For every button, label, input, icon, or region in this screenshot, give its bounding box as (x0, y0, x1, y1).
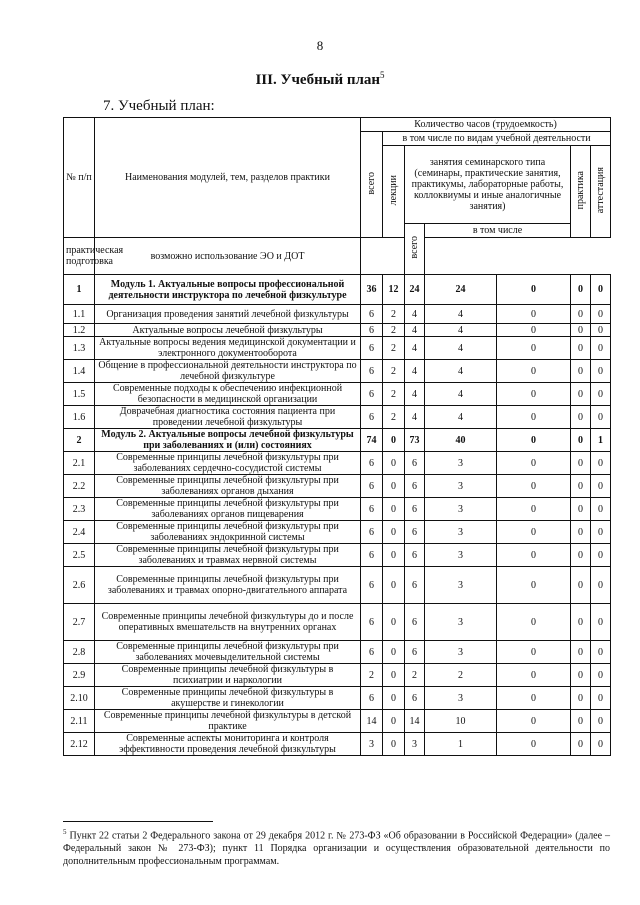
cell-sem-total: 3 (405, 733, 425, 756)
cell-distance: 0 (497, 733, 571, 756)
cell-num: 2.1 (64, 452, 95, 475)
cell-name: Современные принципы лечебной физкультуры в детской практике (95, 710, 361, 733)
cell-name: Общение в профессиональной деятельности инструктора по лечебной физкультуре (95, 360, 361, 383)
cell-distance: 0 (497, 641, 571, 664)
cell-total: 6 (361, 452, 383, 475)
cell-sem-total: 6 (405, 452, 425, 475)
cell-lectures: 2 (383, 337, 405, 360)
cell-num: 1.2 (64, 324, 95, 337)
cell-distance: 0 (497, 544, 571, 567)
cell-lectures: 2 (383, 324, 405, 337)
cell-name: Современные принципы лечебной физкультуры в акушерстве и гинекологии (95, 687, 361, 710)
table-row (64, 733, 611, 756)
cell-practice: 0 (571, 324, 591, 337)
cell-total: 6 (361, 687, 383, 710)
cell-num: 1 (64, 275, 95, 305)
cell-total: 6 (361, 641, 383, 664)
section-title (0, 70, 640, 89)
cell-sem-total: 6 (405, 475, 425, 498)
header-sem-total (405, 224, 425, 275)
cell-attestation: 0 (591, 305, 611, 324)
cell-total: 2 (361, 664, 383, 687)
header-total (361, 132, 383, 238)
cell-practice: 0 (571, 664, 591, 687)
cell-practical: 4 (425, 406, 497, 429)
cell-practical: 3 (425, 641, 497, 664)
cell-total: 6 (361, 498, 383, 521)
cell-distance: 0 (497, 475, 571, 498)
header-total-text: всего (366, 171, 377, 195)
cell-total: 6 (361, 521, 383, 544)
cell-lectures: 0 (383, 664, 405, 687)
cell-sem-total: 14 (405, 710, 425, 733)
cell-num: 2.2 (64, 475, 95, 498)
cell-name: Современные подходы к обеспечению инфекционной безопасности в медицинской организации (95, 383, 361, 406)
cell-total: 6 (361, 337, 383, 360)
cell-practice: 0 (571, 521, 591, 544)
cell-attestation: 0 (591, 521, 611, 544)
cell-practice: 0 (571, 452, 591, 475)
cell-sem-total: 2 (405, 664, 425, 687)
cell-practice: 0 (571, 710, 591, 733)
cell-sem-total: 4 (405, 360, 425, 383)
cell-practice: 0 (571, 275, 591, 305)
cell-practical: 3 (425, 687, 497, 710)
cell-practical: 24 (425, 275, 497, 305)
header-lectures-text: лекции (388, 174, 399, 206)
cell-num: 2.11 (64, 710, 95, 733)
module-row (64, 429, 611, 452)
cell-practical: 4 (425, 305, 497, 324)
cell-name: Современные принципы лечебной физкультуры при заболеваниях сердечно-сосудистой системы (95, 452, 361, 475)
cell-name: Модуль 2. Актуальные вопросы лечебной физкультуры при заболеваниях и (или) состояниях (95, 429, 361, 452)
cell-attestation: 0 (591, 360, 611, 383)
cell-name: Современные принципы лечебной физкультуры при заболеваниях органов дыхания (95, 475, 361, 498)
cell-num: 2.10 (64, 687, 95, 710)
cell-lectures: 2 (383, 383, 405, 406)
cell-name: Доврачебная диагностика состояния пациента при проведении лечебной физкультуры (95, 406, 361, 429)
cell-num: 2 (64, 429, 95, 452)
cell-total: 6 (361, 475, 383, 498)
cell-lectures: 0 (383, 604, 405, 641)
cell-name: Современные принципы лечебной физкультуры при заболеваниях и травмах нервной системы (95, 544, 361, 567)
cell-practical: 1 (425, 733, 497, 756)
cell-attestation: 0 (591, 452, 611, 475)
cell-name: Современные аспекты мониторинга и контроля эффективности проведения лечебной физкультуры (95, 733, 361, 756)
cell-lectures: 0 (383, 544, 405, 567)
cell-name: Модуль 1. Актуальные вопросы профессиональной деятельности инструктора по лечебной физкультуре (95, 275, 361, 305)
cell-distance: 0 (497, 383, 571, 406)
header-practice (571, 146, 591, 238)
cell-practical: 2 (425, 664, 497, 687)
cell-name: Современные принципы лечебной физкультуры в психиатрии и наркологии (95, 664, 361, 687)
cell-attestation: 0 (591, 383, 611, 406)
cell-name: Современные принципы лечебной физкультуры до и после оперативных вмешательств на внутренних органах (95, 604, 361, 641)
cell-practical: 4 (425, 324, 497, 337)
cell-sem-total: 73 (405, 429, 425, 452)
cell-sem-total: 4 (405, 305, 425, 324)
cell-practical: 3 (425, 521, 497, 544)
cell-practice: 0 (571, 305, 591, 324)
header-num: № п/п (64, 118, 95, 238)
table-row (64, 383, 611, 406)
footnote-divider (63, 821, 213, 822)
table-row (64, 521, 611, 544)
cell-lectures: 0 (383, 521, 405, 544)
cell-num: 2.4 (64, 521, 95, 544)
cell-num: 2.3 (64, 498, 95, 521)
cell-distance: 0 (497, 429, 571, 452)
cell-distance: 0 (497, 498, 571, 521)
cell-lectures: 2 (383, 406, 405, 429)
cell-attestation: 0 (591, 324, 611, 337)
cell-attestation: 1 (591, 429, 611, 452)
cell-practice: 0 (571, 641, 591, 664)
cell-name: Актуальные вопросы лечебной физкультуры (95, 324, 361, 337)
cell-num: 2.6 (64, 567, 95, 604)
table-row (64, 324, 611, 337)
cell-practical: 3 (425, 544, 497, 567)
cell-distance: 0 (497, 687, 571, 710)
footnote-mark: 5 (63, 828, 67, 836)
cell-practical: 3 (425, 567, 497, 604)
cell-lectures: 0 (383, 710, 405, 733)
cell-distance: 0 (497, 521, 571, 544)
footnote-ref: 5 (380, 70, 385, 80)
cell-distance: 0 (497, 406, 571, 429)
cell-num: 1.5 (64, 383, 95, 406)
table-row (64, 604, 611, 641)
cell-lectures: 0 (383, 452, 405, 475)
cell-attestation: 0 (591, 641, 611, 664)
cell-total: 6 (361, 324, 383, 337)
table-row (64, 687, 611, 710)
table-caption: 7. Учебный план: (103, 98, 215, 114)
cell-distance: 0 (497, 710, 571, 733)
table-row (64, 567, 611, 604)
header-sem-total-text: всего (409, 236, 420, 259)
cell-lectures: 0 (383, 475, 405, 498)
cell-sem-total: 4 (405, 337, 425, 360)
table-row (64, 452, 611, 475)
page-number: 8 (316, 38, 324, 53)
table-row (64, 544, 611, 567)
cell-lectures: 2 (383, 360, 405, 383)
cell-practice: 0 (571, 498, 591, 521)
cell-practice: 0 (571, 567, 591, 604)
table-body (64, 275, 611, 756)
header-practice-text: практика (575, 170, 586, 210)
cell-total: 14 (361, 710, 383, 733)
header-attestation-text: аттестация (595, 166, 607, 214)
cell-practice: 0 (571, 544, 591, 567)
cell-lectures: 2 (383, 305, 405, 324)
cell-practical: 3 (425, 604, 497, 641)
cell-practice: 0 (571, 383, 591, 406)
cell-distance: 0 (497, 604, 571, 641)
cell-lectures: 0 (383, 733, 405, 756)
table-row (64, 406, 611, 429)
cell-total: 6 (361, 383, 383, 406)
cell-lectures: 0 (383, 567, 405, 604)
cell-sem-total: 6 (405, 567, 425, 604)
cell-practice: 0 (571, 360, 591, 383)
cell-practical: 40 (425, 429, 497, 452)
cell-practical: 3 (425, 498, 497, 521)
cell-total: 6 (361, 305, 383, 324)
table-row (64, 710, 611, 733)
cell-name: Современные принципы лечебной физкультуры при заболеваниях мочевыделительной системы (95, 641, 361, 664)
cell-num: 2.9 (64, 664, 95, 687)
header-attestation (591, 146, 611, 238)
cell-sem-total: 6 (405, 498, 425, 521)
cell-name: Современные принципы лечебной физкультуры при заболеваниях эндокринной системы (95, 521, 361, 544)
cell-num: 1.3 (64, 337, 95, 360)
cell-num: 2.12 (64, 733, 95, 756)
cell-attestation: 0 (591, 567, 611, 604)
cell-total: 6 (361, 406, 383, 429)
table-row (64, 641, 611, 664)
cell-num: 1.4 (64, 360, 95, 383)
cell-attestation: 0 (591, 687, 611, 710)
cell-total: 6 (361, 360, 383, 383)
cell-sem-total: 6 (405, 687, 425, 710)
header-distance: возможно использование ЭО и ДОТ (95, 238, 361, 275)
header-by-activity: в том числе по видам учебной деятельности (383, 132, 611, 146)
cell-attestation: 0 (591, 733, 611, 756)
cell-distance: 0 (497, 337, 571, 360)
cell-sem-total: 6 (405, 604, 425, 641)
cell-practical: 4 (425, 383, 497, 406)
cell-practice: 0 (571, 475, 591, 498)
curriculum-table (63, 117, 611, 756)
cell-attestation: 0 (591, 337, 611, 360)
table-row (64, 475, 611, 498)
cell-sem-total: 6 (405, 641, 425, 664)
cell-lectures: 0 (383, 687, 405, 710)
cell-practice: 0 (571, 687, 591, 710)
cell-practical: 4 (425, 337, 497, 360)
cell-num: 1.1 (64, 305, 95, 324)
cell-total: 6 (361, 544, 383, 567)
cell-sem-total: 6 (405, 521, 425, 544)
cell-total: 74 (361, 429, 383, 452)
cell-practical: 3 (425, 452, 497, 475)
cell-attestation: 0 (591, 406, 611, 429)
cell-attestation: 0 (591, 604, 611, 641)
cell-attestation: 0 (591, 498, 611, 521)
section-title-text: III. Учебный план (255, 72, 381, 88)
cell-distance: 0 (497, 275, 571, 305)
cell-practical: 4 (425, 360, 497, 383)
cell-sem-total: 24 (405, 275, 425, 305)
cell-attestation: 0 (591, 544, 611, 567)
cell-distance: 0 (497, 360, 571, 383)
header-lectures (383, 146, 405, 238)
cell-name: Актуальные вопросы ведения медицинской документации и электронного документооборота (95, 337, 361, 360)
cell-total: 6 (361, 604, 383, 641)
table-row (64, 360, 611, 383)
cell-name: Современные принципы лечебной физкультуры при заболеваниях и травмах опорно-двигательного аппарата (95, 567, 361, 604)
cell-practice: 0 (571, 406, 591, 429)
header-practical-training: практическая подготовка (64, 238, 95, 275)
cell-lectures: 0 (383, 498, 405, 521)
cell-name: Организация проведения занятий лечебной физкультуры (95, 305, 361, 324)
cell-total: 6 (361, 567, 383, 604)
cell-sem-total: 4 (405, 406, 425, 429)
cell-total: 36 (361, 275, 383, 305)
footnote-text: Пункт 22 статьи 2 Федерального закона от 29 декабря 2012 г. № 273-ФЗ «Об образовании в Российской Федерации» (далее – Федеральный закон № 273-ФЗ); пункт 11 Порядка организации и осуществления образовательной деятельности по дополнительным профессиональным программам. (63, 830, 610, 868)
cell-num: 2.7 (64, 604, 95, 641)
cell-num: 1.6 (64, 406, 95, 429)
cell-distance: 0 (497, 664, 571, 687)
table-row (64, 498, 611, 521)
cell-name: Современные принципы лечебной физкультуры при заболеваниях органов пищеварения (95, 498, 361, 521)
cell-distance: 0 (497, 567, 571, 604)
table-row (64, 305, 611, 324)
cell-attestation: 0 (591, 275, 611, 305)
table-row (64, 664, 611, 687)
cell-sem-total: 6 (405, 544, 425, 567)
cell-practice: 0 (571, 733, 591, 756)
cell-distance: 0 (497, 324, 571, 337)
cell-attestation: 0 (591, 710, 611, 733)
cell-lectures: 0 (383, 429, 405, 452)
header-including: в том числе (425, 224, 571, 238)
header-name: Наименования модулей, тем, разделов практики (95, 118, 361, 238)
cell-num: 2.8 (64, 641, 95, 664)
cell-sem-total: 4 (405, 383, 425, 406)
cell-distance: 0 (497, 305, 571, 324)
header-hours-total: Количество часов (трудоемкость) (361, 118, 611, 132)
cell-num: 2.5 (64, 544, 95, 567)
cell-distance: 0 (497, 452, 571, 475)
cell-attestation: 0 (591, 664, 611, 687)
footnote (63, 826, 610, 868)
cell-practice: 0 (571, 337, 591, 360)
cell-practice: 0 (571, 604, 591, 641)
cell-practical: 10 (425, 710, 497, 733)
header-seminars: занятия семинарского типа (семинары, практические занятия, практикумы, лабораторные работы, коллоквиумы и иные аналогичные занятия) (405, 146, 571, 224)
module-row (64, 275, 611, 305)
table-row (64, 337, 611, 360)
cell-lectures: 0 (383, 641, 405, 664)
cell-attestation: 0 (591, 475, 611, 498)
cell-sem-total: 4 (405, 324, 425, 337)
cell-lectures: 12 (383, 275, 405, 305)
cell-total: 3 (361, 733, 383, 756)
cell-practical: 3 (425, 475, 497, 498)
cell-practice: 0 (571, 429, 591, 452)
